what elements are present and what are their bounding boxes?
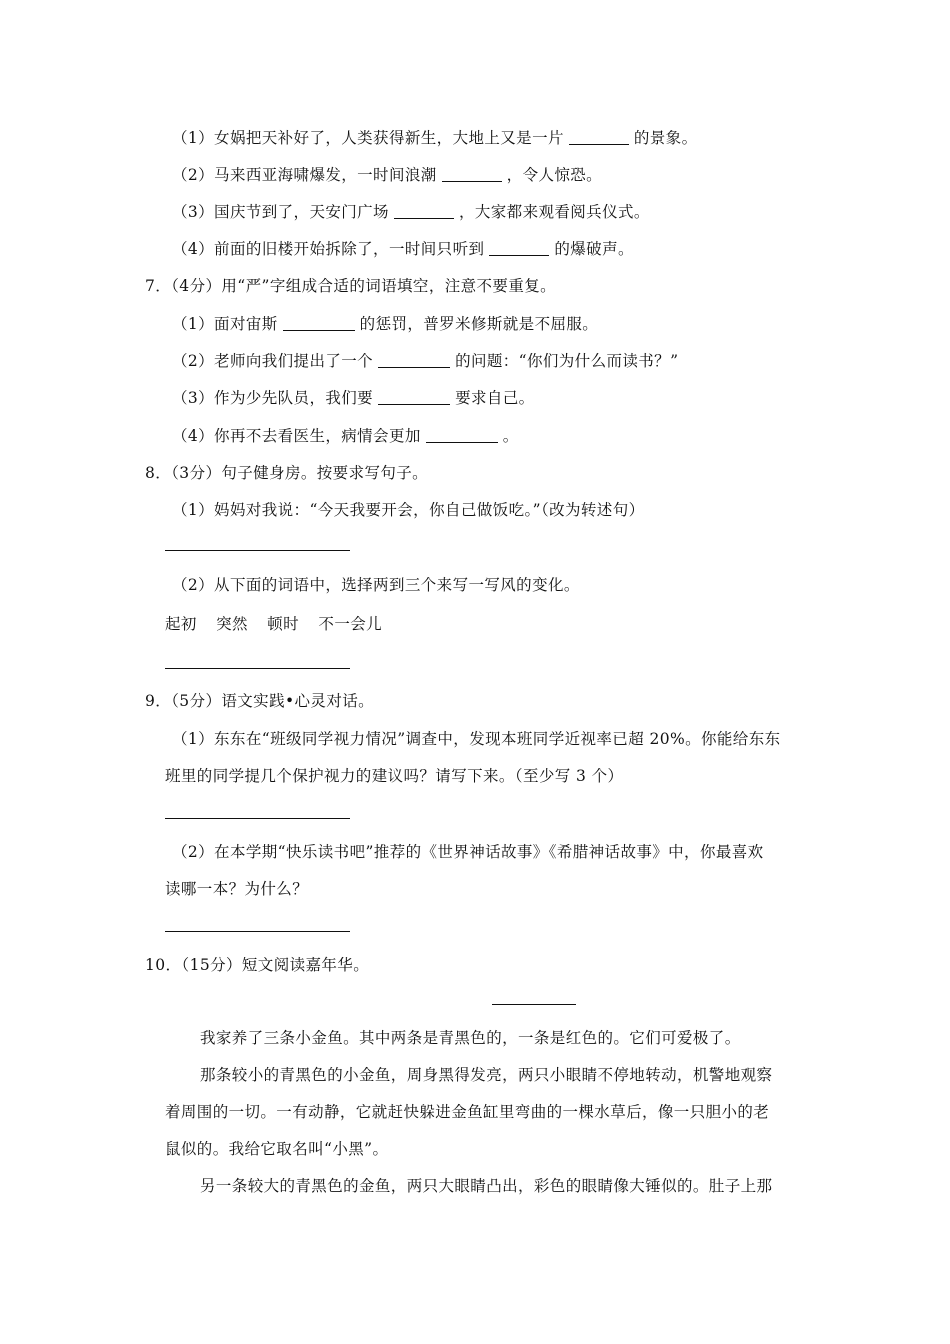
- q10-title: 10．（15分）短文阅读嘉年华。: [145, 956, 370, 974]
- q6-item-3: [172, 200, 650, 222]
- passage-paragraph-2-line-2: 着周围的一切。一有动静，它就赶快躲进金鱼缸里弯曲的一棵水草后，像一只胆小的老: [165, 1103, 770, 1121]
- q9-item-1-line-2: 班里的同学提几个保护视力的建议吗？请写下来。（至少写 3 个）: [165, 767, 624, 785]
- q7-title: 7．（4分）用“严”字组成合适的词语填空，注意不要重复。: [145, 277, 557, 295]
- q7-item-3: [172, 386, 535, 408]
- q6-item-1-text: （1）女娲把天补好了，人类获得新生，大地上又是一片: [172, 129, 564, 147]
- q7-item-3-text-end: 要求自己。: [455, 389, 535, 407]
- q9-item-1-line-1: （1）东东在“班级同学视力情况”调查中，发现本班同学近视率已超 20%。你能给东东: [172, 730, 781, 748]
- fill-blank[interactable]: [569, 130, 629, 145]
- answer-line[interactable]: [165, 668, 350, 669]
- q9-title: 9．（5分）语文实践•心灵对话。: [145, 692, 375, 710]
- fill-blank[interactable]: [442, 167, 502, 182]
- q8-word: 起初: [165, 615, 197, 633]
- q6-item-4: [172, 237, 634, 259]
- q8-word: 突然: [216, 615, 248, 633]
- q7-item-1: [172, 312, 598, 334]
- q6-item-2-text: （2）马来西亚海啸爆发，一时间浪潮: [172, 166, 437, 184]
- q7-item-4-text-end: 。: [502, 427, 519, 445]
- q8-word: 不一会儿: [318, 615, 383, 633]
- answer-line[interactable]: [165, 550, 350, 551]
- q7-item-1-text-end: 的惩罚，普罗米修斯就是不屈服。: [359, 315, 599, 333]
- fill-blank[interactable]: [426, 428, 498, 443]
- q8-word-list: [165, 612, 396, 634]
- q7-item-2-text: （2）老师向我们提出了一个: [172, 352, 374, 370]
- q6-item-4-text-end: 的爆破声。: [554, 240, 634, 258]
- passage-title-blank[interactable]: [492, 1004, 576, 1005]
- q7-item-2: [172, 349, 678, 371]
- q7-item-1-text: （1）面对宙斯: [172, 315, 278, 333]
- q6-item-1: [172, 126, 697, 148]
- q8-word: 顿时: [267, 615, 300, 633]
- passage-paragraph-2-line-1: 那条较小的青黑色的小金鱼，周身黑得发亮，两只小眼睛不停地转动，机警地观察: [200, 1066, 773, 1084]
- passage-paragraph-2-line-3: 鼠似的。我给它取名叫“小黑”。: [165, 1140, 389, 1158]
- q8-item-2: （2）从下面的词语中，选择两到三个来写一写风的变化。: [172, 576, 580, 594]
- answer-line[interactable]: [165, 818, 350, 819]
- q9-item-2-line-1: （2）在本学期“快乐读书吧”推荐的《世界神话故事》《希腊神话故事》中，你最喜欢: [172, 843, 764, 861]
- passage-paragraph-1: 我家养了三条小金鱼。其中两条是青黑色的，一条是红色的。它们可爱极了。: [200, 1029, 741, 1047]
- q7-item-3-text: （3）作为少先队员，我们要: [172, 389, 374, 407]
- q8-item-1: （1）妈妈对我说：“今天我要开会，你自己做饭吃。”（改为转述句）: [172, 501, 645, 519]
- q6-item-3-text-end: ，大家都来观看阅兵仪式。: [458, 203, 650, 221]
- answer-line[interactable]: [165, 931, 350, 932]
- q6-item-3-text: （3）国庆节到了，天安门广场: [172, 203, 389, 221]
- passage-paragraph-3-line-1: 另一条较大的青黑色的金鱼，两只大眼睛凸出，彩色的眼睛像大锤似的。肚子上那: [200, 1177, 773, 1195]
- fill-blank[interactable]: [378, 390, 450, 405]
- fill-blank[interactable]: [378, 353, 450, 368]
- fill-blank[interactable]: [283, 316, 355, 331]
- q7-item-2-text-end: 的问题：“你们为什么而读书？”: [455, 352, 679, 370]
- q7-item-4: [172, 424, 519, 446]
- q6-item-2-text-end: ，令人惊恐。: [506, 166, 603, 184]
- fill-blank[interactable]: [489, 241, 549, 256]
- q6-item-1-text-end: 的景象。: [633, 129, 698, 147]
- fill-blank[interactable]: [394, 204, 454, 219]
- q6-item-4-text: （4）前面的旧楼开始拆除了，一时间只听到: [172, 240, 485, 258]
- q6-item-2: [172, 163, 602, 185]
- q9-item-2-line-2: 读哪一本？为什么？: [165, 880, 309, 898]
- q8-title: 8．（3分）句子健身房。按要求写句子。: [145, 464, 429, 482]
- q7-item-4-text: （4）你再不去看医生，病情会更加: [172, 427, 421, 445]
